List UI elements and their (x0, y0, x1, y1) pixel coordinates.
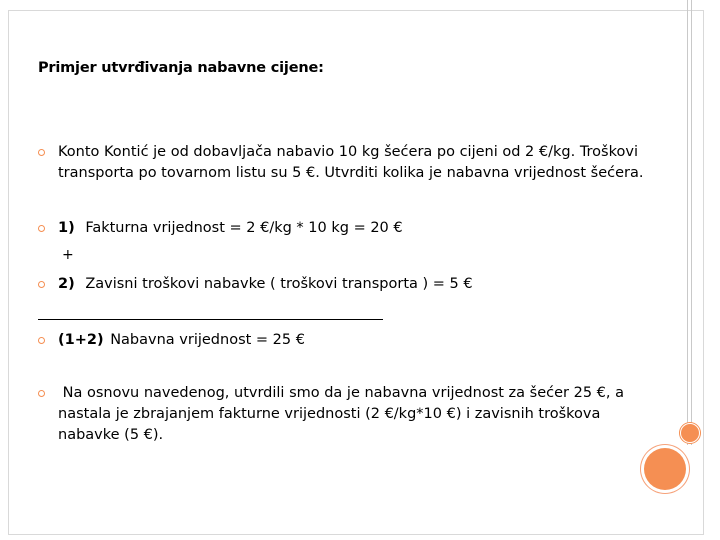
step-1-text: Fakturna vrijednost = 2 €/kg * 10 kg = 20 € (85, 220, 403, 236)
total-line (58, 330, 305, 351)
decorative-circle-large (644, 448, 686, 490)
sum-divider (38, 319, 383, 320)
slide-title: Primjer utvrđivanja nabavne cijene: (38, 60, 324, 76)
step-2-text: Zavisni troškovi nabavke ( troškovi transporta ) = 5 € (85, 276, 473, 292)
total-number: (1+2) (58, 332, 104, 348)
bullet-icon (38, 281, 45, 288)
step-1-line (58, 218, 403, 239)
decorative-line (691, 0, 692, 445)
bullet-icon (38, 225, 45, 232)
conclusion-line-2: nastala je zbrajanjem fakturne vrijednosti (2 €/kg*10 €) i zavisnih troškova (58, 406, 601, 422)
conclusion-line-1: Na osnovu navedenog, utvrdili smo da je nabavna vrijednost za šećer 25 €, a (58, 385, 624, 401)
decorative-circle-small (680, 423, 700, 443)
conclusion-paragraph (58, 383, 624, 446)
bullet-icon (38, 337, 45, 344)
step-1-number: 1) (58, 220, 75, 236)
decorative-line (687, 0, 688, 445)
step-2-line (58, 274, 473, 295)
slide-frame (8, 10, 704, 535)
conclusion-line-3: nabavke (5 €). (58, 427, 164, 443)
problem-statement (58, 142, 643, 184)
problem-line-2: transporta po tovarnom listu su 5 €. Utvrditi kolika je nabavna vrijednost šećera. (58, 165, 644, 181)
bullet-icon (38, 149, 45, 156)
problem-line-1: Konto Kontić je od dobavljača nabavio 10 kg šećera po cijeni od 2 €/kg. Troškovi (58, 144, 638, 160)
bullet-icon (38, 390, 45, 397)
total-text: Nabavna vrijednost = 25 € (110, 332, 305, 348)
step-2-number: 2) (58, 276, 75, 292)
plus-sign: + (62, 247, 74, 263)
